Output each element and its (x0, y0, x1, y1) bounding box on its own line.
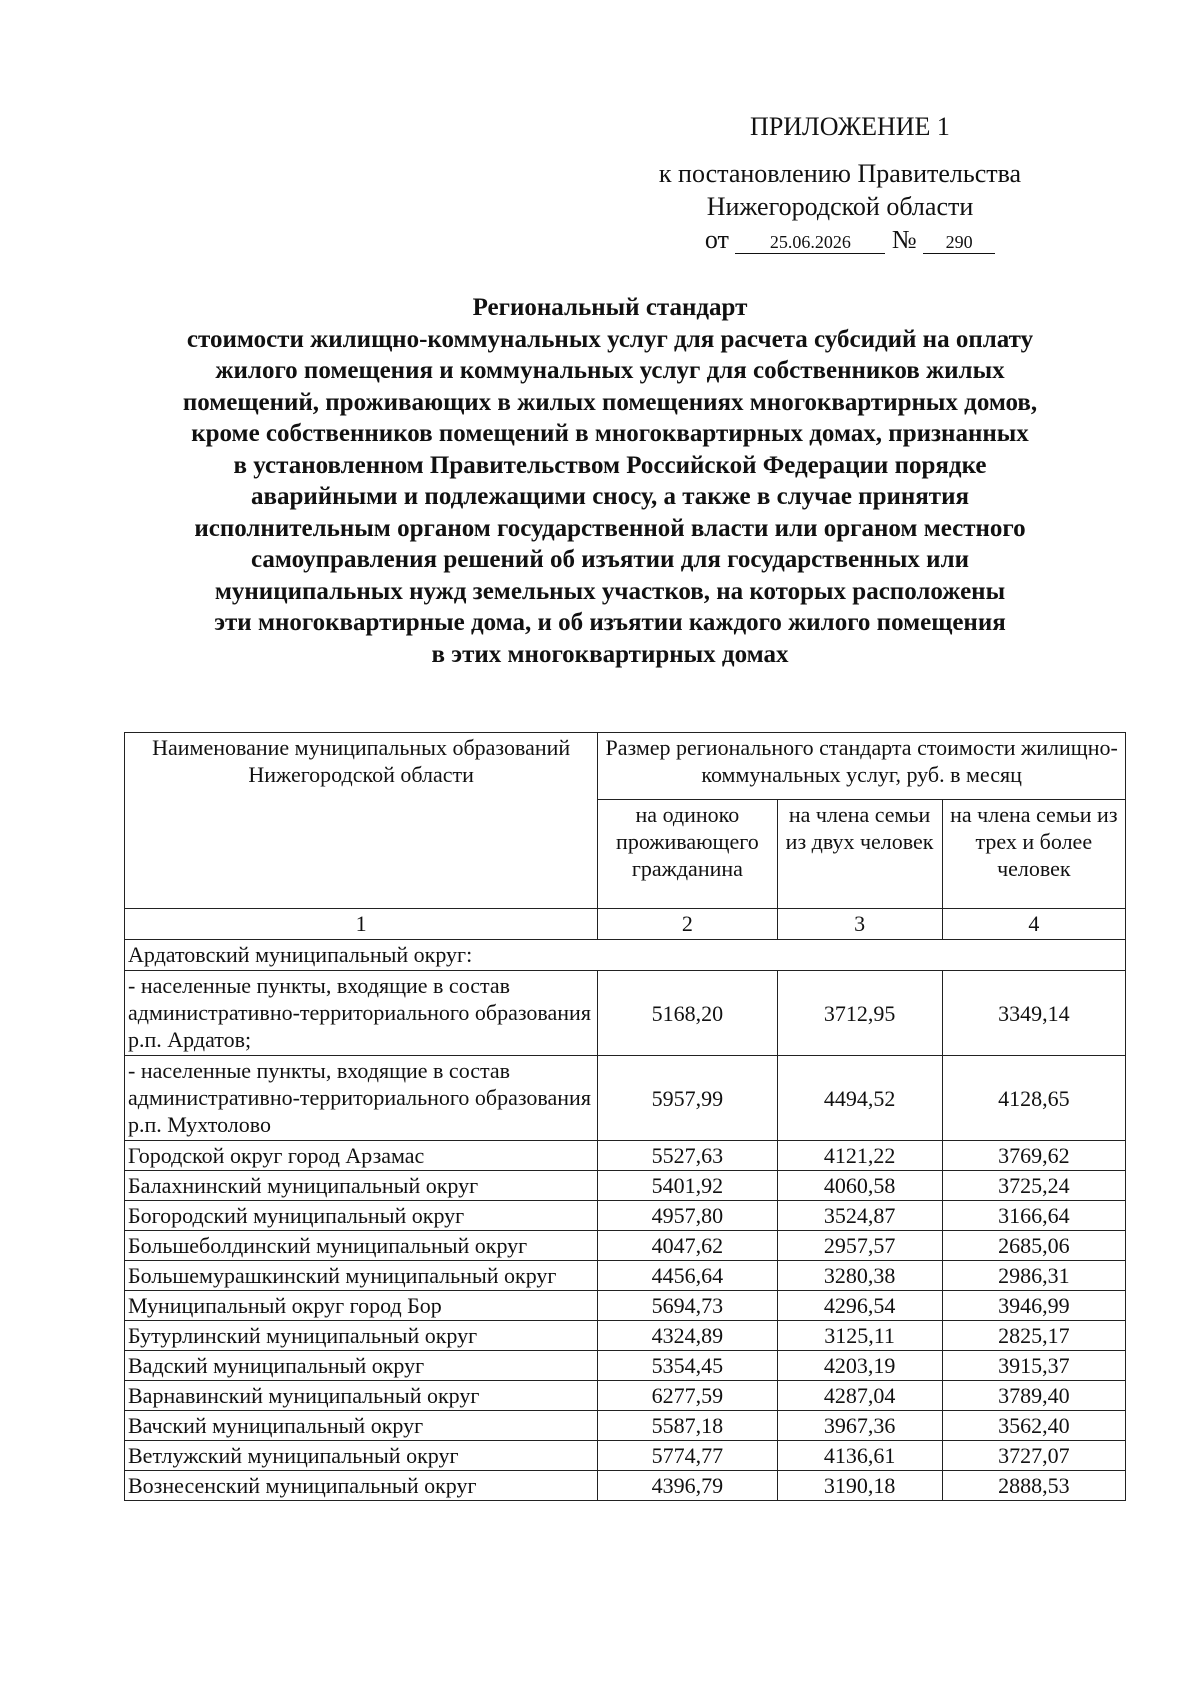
family-of-two-value: 3524,87 (777, 1201, 942, 1231)
table-row (125, 1291, 1126, 1321)
resolution-date-line (600, 223, 1080, 256)
title-line: самоуправления решений об изъятии для государственных или (250, 546, 970, 573)
title-line: стоимости жилищно-коммунальных услуг для расчета субсидий на оплату (186, 325, 1034, 353)
municipality-name: Вадский муниципальный округ (125, 1351, 598, 1381)
family-of-two-value: 4060,58 (777, 1171, 942, 1201)
single-resident-value: 4957,80 (598, 1201, 777, 1231)
group-row (125, 940, 1126, 971)
family-of-three-plus-value: 3166,64 (942, 1201, 1125, 1231)
family-of-three-plus-value: 3915,37 (942, 1351, 1125, 1381)
family-of-two-value: 4296,54 (777, 1291, 942, 1321)
table-row (125, 1351, 1126, 1381)
family-of-two-value: 3967,36 (777, 1411, 942, 1441)
single-resident-value: 5401,92 (598, 1171, 777, 1201)
table-row (125, 1231, 1126, 1261)
title-line: эти многоквартирные дома, и об изъятии каждого жилого помещения (214, 609, 1006, 636)
resolution-number: 290 (923, 231, 995, 254)
single-resident-value: 5354,45 (598, 1351, 777, 1381)
family-of-three-plus-value: 3946,99 (942, 1291, 1125, 1321)
single-resident-value: 6277,59 (598, 1381, 777, 1411)
title-line: исполнительным органом государственной власти или органом местного (194, 514, 1026, 542)
table-row (125, 1411, 1126, 1441)
family-of-three-plus-value: 3727,07 (942, 1441, 1125, 1471)
municipality-name: Городской округ город Арзамас (125, 1141, 598, 1171)
single-resident-value: 4396,79 (598, 1471, 777, 1501)
municipality-name: Богородский муниципальный округ (125, 1201, 598, 1231)
resolution-date: 25.06.2026 (735, 231, 885, 254)
single-resident-value: 5957,99 (598, 1056, 777, 1141)
single-resident-value: 5694,73 (598, 1291, 777, 1321)
table-row (125, 1381, 1126, 1411)
family-of-two-value: 4203,19 (777, 1351, 942, 1381)
family-of-three-plus-value: 2685,06 (942, 1231, 1125, 1261)
municipality-name: Балахнинский муниципальный округ (125, 1171, 598, 1201)
title-line: жилого помещения и коммунальных услуг для собственников жилых (215, 357, 1005, 384)
municipality-name: Ветлужский муниципальный округ (125, 1441, 598, 1471)
standard-table (124, 732, 1126, 1501)
family-of-two-value: 3190,18 (777, 1471, 942, 1501)
table-row (125, 1056, 1126, 1141)
municipality-name: Большеболдинский муниципальный округ (125, 1231, 598, 1261)
municipality-name: Варнавинский муниципальный округ (125, 1381, 598, 1411)
title-line: помещений, проживающих в жилых помещениях многоквартирных домов, (182, 388, 1038, 416)
family-of-two-value: 3280,38 (777, 1261, 942, 1291)
family-of-three-plus-value: 4128,65 (942, 1056, 1125, 1141)
single-resident-value: 5587,18 (598, 1411, 777, 1441)
family-of-three-plus-value: 3789,40 (942, 1381, 1125, 1411)
municipality-name: - населенные пункты, входящие в состав административно-территориального образования р.п. Ардатов; (125, 971, 598, 1056)
single-resident-value: 5774,77 (598, 1441, 777, 1471)
column-number-row (125, 909, 1126, 940)
title-line: в установленном Правительством Российской Федерации порядке (233, 451, 987, 479)
single-resident-value: 4324,89 (598, 1321, 777, 1351)
table-row (125, 971, 1126, 1056)
family-of-two-value: 4287,04 (777, 1381, 942, 1411)
column-number: 3 (777, 909, 942, 940)
family-of-three-plus-value: 2825,17 (942, 1321, 1125, 1351)
family-of-two-value: 3125,11 (777, 1321, 942, 1351)
appendix-line-2: Нижегородской области (706, 192, 974, 221)
family-of-three-plus-value: 3725,24 (942, 1171, 1125, 1201)
family-of-three-plus-value: 2888,53 (942, 1471, 1125, 1501)
municipality-name: Муниципальный округ город Бор (125, 1291, 598, 1321)
title-line: муниципальных нужд земельных участков, на которых расположены (214, 577, 1006, 605)
column-number: 4 (942, 909, 1125, 940)
municipality-name: Вачский муниципальный округ (125, 1411, 598, 1441)
family-of-three-plus-value: 2986,31 (942, 1261, 1125, 1291)
single-resident-value: 4047,62 (598, 1231, 777, 1261)
municipality-name: Большемурашкинский муниципальный округ (125, 1261, 598, 1291)
family-of-three-plus-value: 3769,62 (942, 1141, 1125, 1171)
number-sign: № (891, 225, 917, 254)
appendix-header (600, 110, 1080, 256)
title-line: в этих многоквартирных домах (431, 640, 789, 668)
municipality-name: Вознесенский муниципальный округ (125, 1471, 598, 1501)
column-number: 2 (598, 909, 777, 940)
family-of-two-value: 4494,52 (777, 1056, 942, 1141)
table-row (125, 1321, 1126, 1351)
table-row (125, 1141, 1126, 1171)
title-line: кроме собственников помещений в многоквартирных домах, признанных (191, 420, 1029, 447)
family-of-two-value: 3712,95 (777, 971, 942, 1056)
appendix-line-1: к постановлению Правительства (658, 159, 1022, 188)
municipality-name-header: Наименование муниципальных образований Нижегородской области (125, 733, 598, 909)
family-of-three-plus-value: 3562,40 (942, 1411, 1125, 1441)
date-prefix: от (704, 225, 729, 254)
single-resident-value: 5527,63 (598, 1141, 777, 1171)
family-of-two-value: 2957,57 (777, 1231, 942, 1261)
table-row (125, 1471, 1126, 1501)
family-of-three-plus-header: на члена семьи из трех и более человек (942, 800, 1125, 909)
appendix-title: ПРИЛОЖЕНИЕ 1 (750, 112, 950, 141)
family-of-three-plus-value: 3349,14 (942, 971, 1125, 1056)
title-line: Региональный стандарт (472, 294, 748, 321)
table-row (125, 1171, 1126, 1201)
document-title (110, 292, 1110, 670)
group-label: Ардатовский муниципальный округ: (125, 940, 1126, 971)
table-row (125, 1441, 1126, 1471)
family-of-two-value: 4121,22 (777, 1141, 942, 1171)
table-row (125, 1201, 1126, 1231)
header-row (125, 733, 1126, 800)
title-line: аварийными и подлежащими сносу, а также в случае принятия (250, 483, 970, 510)
family-of-two-header: на члена семьи из двух человек (777, 800, 942, 909)
municipality-name: - населенные пункты, входящие в состав административно-территориального образования р.п. Мухтолово (125, 1056, 598, 1141)
column-number: 1 (125, 909, 598, 940)
municipality-name: Бутурлинский муниципальный округ (125, 1321, 598, 1351)
family-of-two-value: 4136,61 (777, 1441, 942, 1471)
standard-size-header: Размер регионального стандарта стоимости жилищно-коммунальных услуг, руб. в месяц (598, 733, 1126, 800)
single-resident-header: на одиноко проживающего гражданина (598, 800, 777, 909)
table-row (125, 1261, 1126, 1291)
single-resident-value: 4456,64 (598, 1261, 777, 1291)
single-resident-value: 5168,20 (598, 971, 777, 1056)
